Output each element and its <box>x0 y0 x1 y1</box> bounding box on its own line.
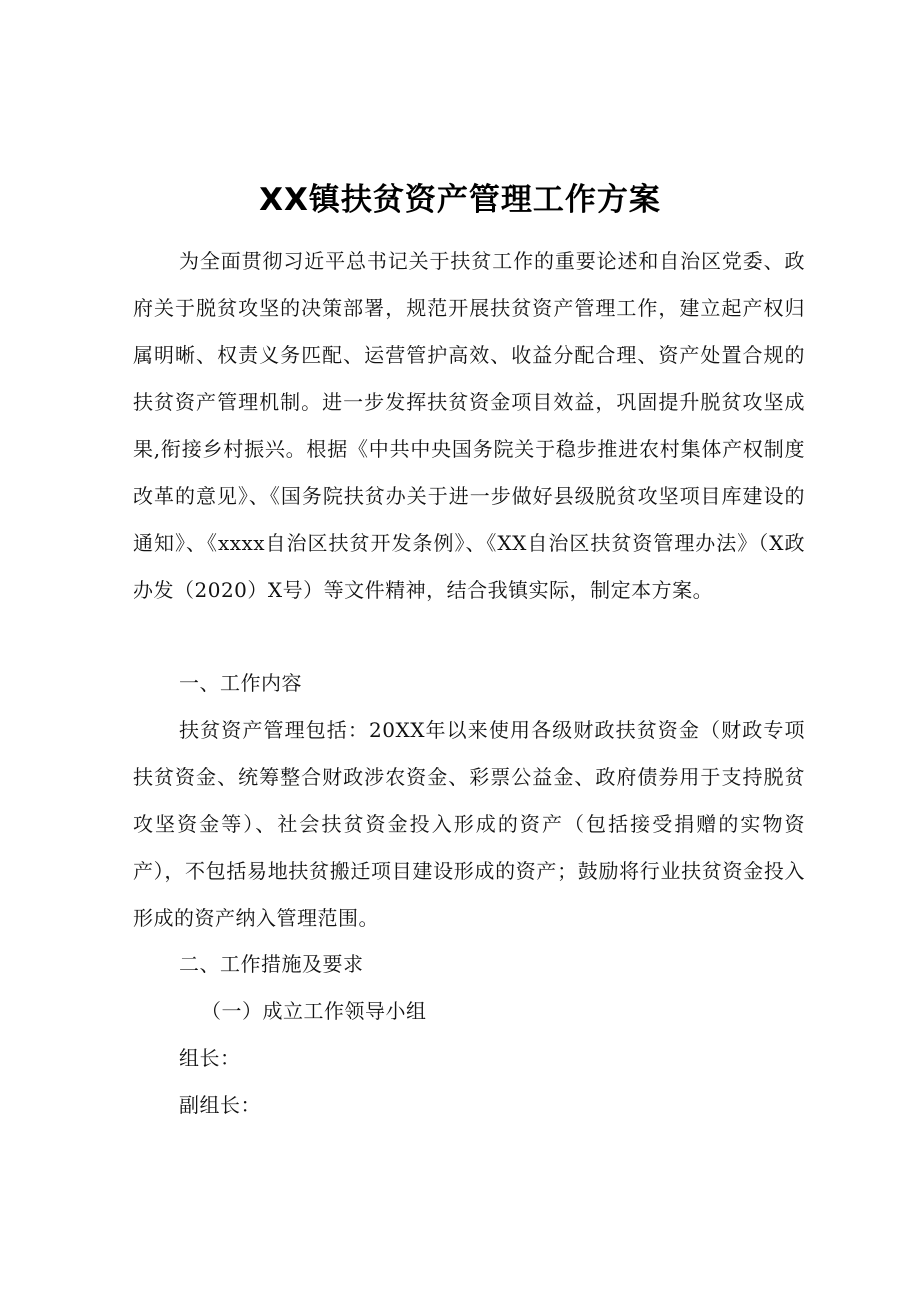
section-two-heading: 二、工作措施及要求 <box>179 952 364 976</box>
subsection-one-heading: （一）成立工作领导小组 <box>201 999 427 1023</box>
deputy-leader-label: 副组长： <box>179 1093 261 1117</box>
leader-label: 组长： <box>179 1046 241 1070</box>
document-title: XX镇扶贫资产管理工作方案 <box>259 182 661 218</box>
section-one-heading: 一、工作内容 <box>179 671 302 695</box>
section-one-paragraph: 扶贫资产管理包括：20XX年以来使用各级财政扶贫资金（财政专项扶贫资金、统筹整合财政涉农资金、彩票公益金、政府债券用于支持脱贫攻坚资金等）、社会扶贫资金投入形成的资产（包括接受捐赠的实物资产），不包括易地扶贫搬迁项目建设形成的资产；鼓励将行业扶贫资金投入形成的资产纳入管理范围。 <box>133 718 805 930</box>
intro-paragraph: 为全面贯彻习近平总书记关于扶贫工作的重要论述和自治区党委、政府关于脱贫攻坚的决策部署，规范开展扶贫资产管理工作，建立起产权归属明晰、权责义务匹配、运营管护高效、收益分配合理、资产处置合规的扶贫资产管理机制。进一步发挥扶贫资金项目效益，巩固提升脱贫攻坚成果,衔接乡村振兴。根据《中共中央国务院关于稳步推进农村集体产权制度改革的意见》、《国务院扶贫办关于进一步做好县级脱贫攻坚项目库建设的通知》、《xxxx自治区扶贫开发条例》、《XX自治区扶贫资管理办法》（X政办发（2020）X号）等文件精神，结合我镇实际，制定本方案。 <box>133 249 805 602</box>
